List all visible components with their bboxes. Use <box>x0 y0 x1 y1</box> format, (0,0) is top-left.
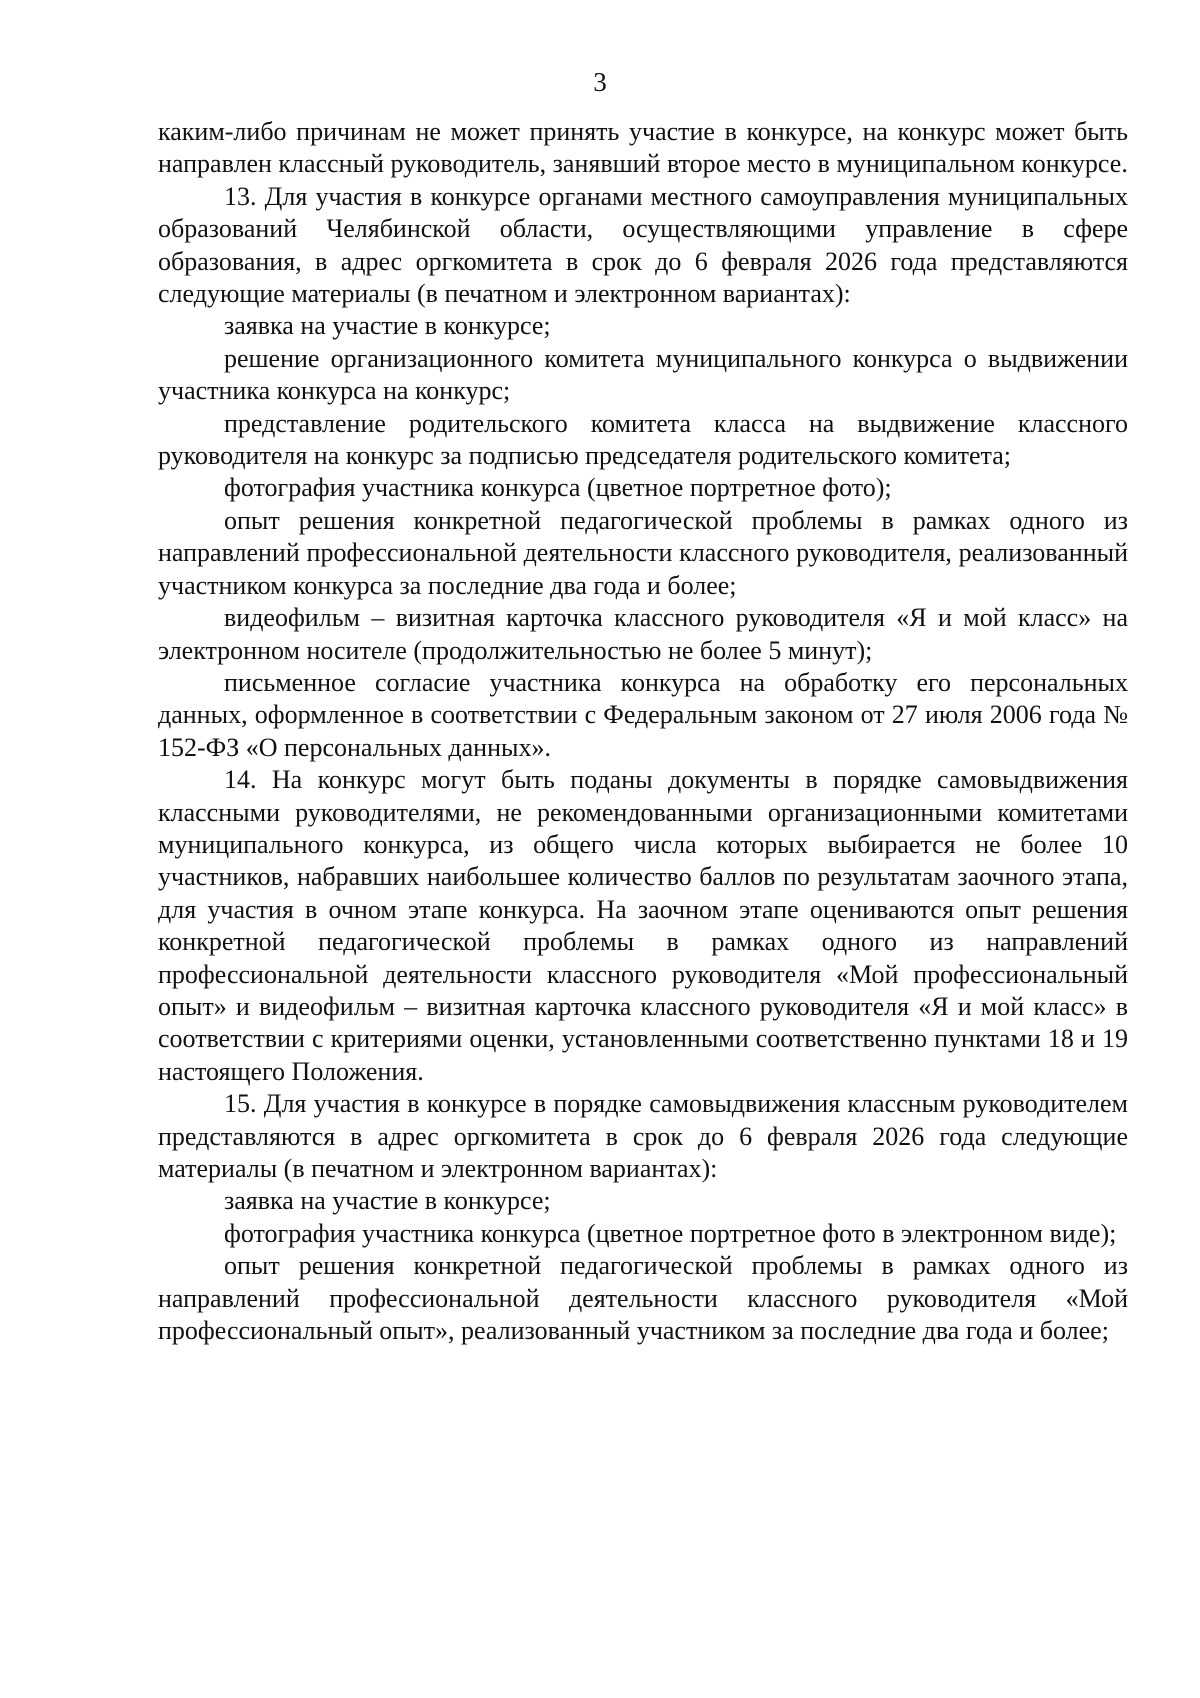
list-item-experience-2: опыт решения конкретной педагогической проблемы в рамках одного из направлений профессиональной деятельности классного руководителя «Мой профессиональный опыт», реализованный участником за последние два года и более; <box>158 1251 1128 1346</box>
list-item-video: видеофильм – визитная карточка классного руководителя «Я и мой класс» на электронном носителе (продолжительностью не более 5 минут); <box>158 603 1128 665</box>
list-item-application: заявка на участие в конкурсе; <box>224 311 551 341</box>
list-item-application-2: заявка на участие в конкурсе; <box>224 1186 551 1216</box>
list-item-committee-decision: решение организационного комитета муниципального конкурса о выдвижении участника конкурса на конкурс; <box>158 343 1128 406</box>
page-number: 3 <box>593 67 607 97</box>
paragraph-item-14: 14. На конкурс могут быть поданы документы в порядке самовыдвижения классными руководителями, не рекомендованными организационными комитетами муниципального конкурса, из общего числа которых выбирается не более 10 участников, набравших наибольшее количество баллов по результатам заочного этапа, для участия в очном этапе конкурса. На заочном этапе оцениваются опыт решения конкретной педагогической проблемы в рамках одного из направлений профессиональной деятельности классного руководителя «Мой профессиональный опыт» и видеофильм – визитная карточка классного руководителя «Я и мой класс» в соответствии с критериями оценки, установленными соответственно пунктами 18 и 19 настоящего Положения. <box>158 765 1128 1086</box>
list-item-consent: письменное согласие участника конкурса на обработку его персональных данных, оформленное в соответствии с Федеральным законом от 27 июля 2006 года № 152-ФЗ «О персональных данных». <box>158 667 1128 762</box>
list-item-photo-2: фотография участника конкурса (цветное портретное фото в электронном виде); <box>224 1218 1117 1248</box>
list-item-photo: фотография участника конкурса (цветное портретное фото); <box>224 473 892 503</box>
list-item-parent-committee: представление родительского комитета класса на выдвижение классного руководителя на конкурс за подписью председателя родительского комитета; <box>158 408 1128 471</box>
document-body <box>158 116 1128 1347</box>
paragraph-continuation: каким-либо причинам не может принять участие в конкурсе, на конкурс может быть направлен классный руководитель, занявший второе место в муниципальном конкурсе. <box>158 117 1128 179</box>
list-item-experience: опыт решения конкретной педагогической проблемы в рамках одного из направлений профессиональной деятельности классного руководителя, реализованный участником конкурса за последние два года и более; <box>158 505 1128 600</box>
paragraph-item-13: 13. Для участия в конкурсе органами местного самоуправления муниципальных образований Челябинской области, осуществляющими управление в сфере образования, в адрес оргкомитета в срок до 6 февраля 2026 года представляются следующие материалы (в печатном и электронном вариантах): <box>158 181 1128 309</box>
paragraph-item-15: 15. Для участия в конкурсе в порядке самовыдвижения классным руководителем представляются в адрес оргкомитета в срок до 6 февраля 2026 года следующие материалы (в печатном и электронном вариантах): <box>158 1089 1128 1183</box>
